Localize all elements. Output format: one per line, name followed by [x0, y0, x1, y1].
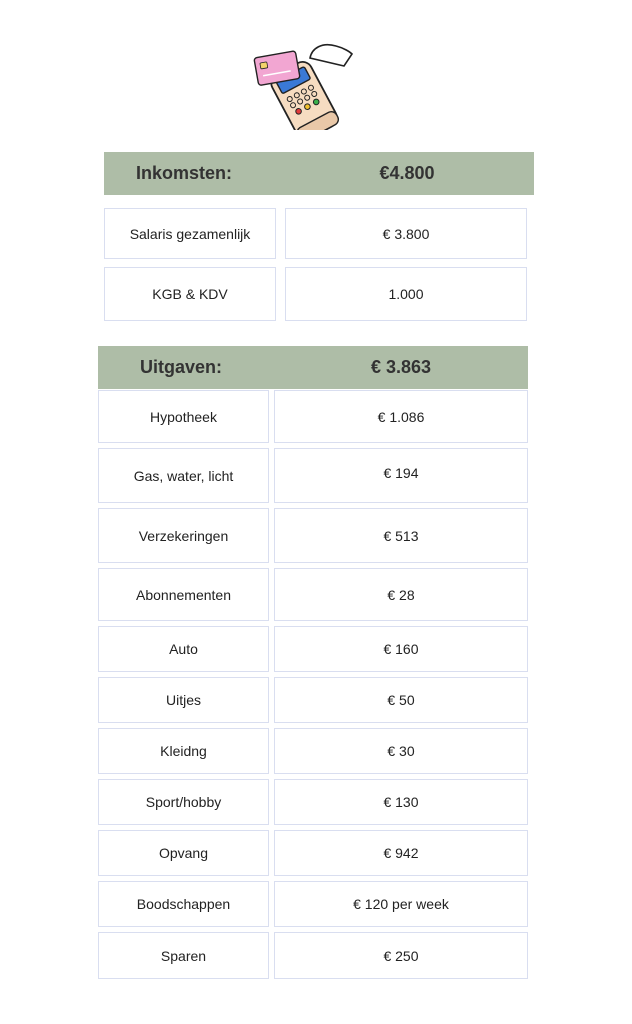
expense-row-name: Uitjes: [98, 677, 269, 723]
expenses-label: Uitgaven:: [140, 357, 223, 377]
income-row-amount: 1.000: [285, 267, 527, 321]
expense-row-amount: € 942: [274, 830, 528, 876]
expense-row-amount: € 513: [274, 508, 528, 563]
expense-row-amount: € 120 per week: [274, 881, 528, 927]
expense-row-name: Abonnementen: [98, 568, 269, 621]
expense-row-amount: € 250: [274, 932, 528, 979]
expense-row-amount: € 160: [274, 626, 528, 672]
expense-row-name: Kleidng: [98, 728, 269, 774]
expense-row-name: Gas, water, licht: [98, 448, 269, 503]
income-header: [104, 152, 534, 195]
expense-row-name: Hypotheek: [98, 390, 269, 443]
expense-row-name: Sparen: [98, 932, 269, 979]
expense-row-amount: € 30: [274, 728, 528, 774]
income-label: Inkomsten:: [136, 163, 233, 183]
expense-row-name: Opvang: [98, 830, 269, 876]
income-row-name: Salaris gezamenlijk: [104, 208, 276, 259]
expense-row-name: Auto: [98, 626, 269, 672]
income-row-amount: € 3.800: [285, 208, 527, 259]
expense-row-name: Boodschappen: [98, 881, 269, 927]
income-row-name: KGB & KDV: [104, 267, 276, 321]
expense-row-name: Verzekeringen: [98, 508, 269, 563]
expense-row-amount: € 130: [274, 779, 528, 825]
expense-row-amount: € 28: [274, 568, 528, 621]
expense-row-amount: € 50: [274, 677, 528, 723]
expense-row-amount: € 1.086: [274, 390, 528, 443]
income-total: €4.800: [379, 163, 435, 183]
expenses-header: [98, 346, 528, 389]
expense-row-name: Sport/hobby: [98, 779, 269, 825]
payment-terminal-icon: [252, 40, 356, 130]
expense-row-amount: € 194: [274, 448, 528, 503]
expenses-total: € 3.863: [370, 357, 432, 377]
